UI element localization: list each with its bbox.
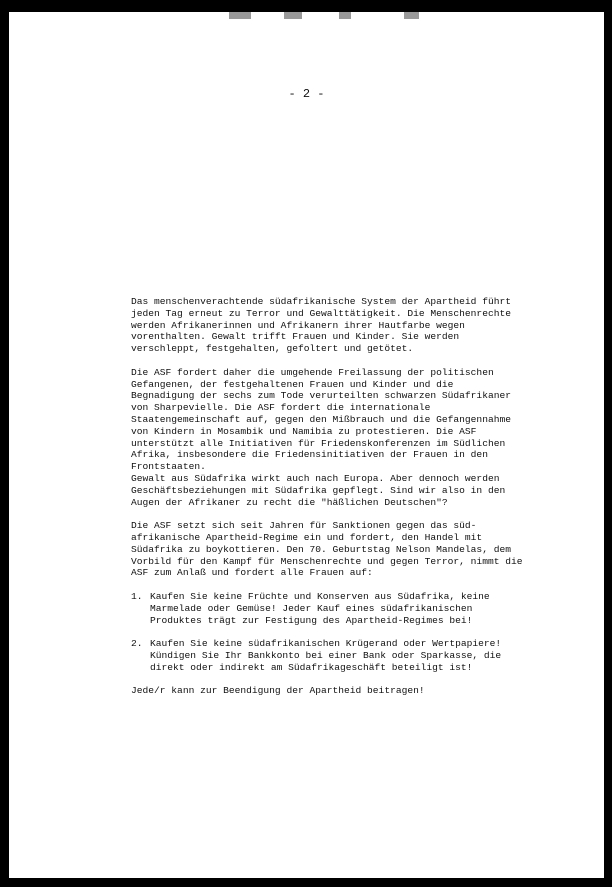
scan-artifact — [404, 12, 419, 19]
text-line: vorenthalten. Gewalt trifft Frauen und Kinder. Sie werden — [131, 331, 460, 343]
text-line: von Sharpevielle. Die ASF fordert die internationale — [131, 402, 431, 414]
paragraph — [131, 367, 531, 509]
text-line: Geschäftsbeziehungen mit Südafrika gepflegt. Sind wir also in den — [131, 484, 506, 496]
text-line: Staatengemeinschaft auf, gegen den Mißbrauch und die Gefangennahme — [131, 413, 511, 425]
text-line: direkt oder indirekt am Südafrikageschäft beteiligt ist! — [150, 661, 473, 673]
text-line: Marmelade oder Gemüse! Jeder Kauf eines südafrikanischen — [150, 602, 473, 614]
demands-list — [131, 591, 531, 674]
text-line: Kaufen Sie keine südafrikanischen Krügerand oder Wertpapiere! — [150, 638, 502, 650]
text-line: unterstützt alle Initiativen für Friedenskonferenzen im Südlichen — [131, 437, 506, 449]
list-item — [131, 591, 531, 626]
text-line: Südafrika zu boykottieren. Den 70. Geburtstag Nelson Mandelas, dem — [131, 543, 511, 555]
text-line: afrikanische Apartheid-Regime ein und fordert, den Handel mit — [131, 531, 483, 543]
text-line: Produktes trägt zur Festigung des Apartheid-Regimes bei! — [150, 614, 473, 626]
paragraph — [131, 296, 531, 355]
list-marker: 2. — [131, 638, 143, 650]
text-line: Kündigen Sie Ihr Bankkonto bei einer Bank oder Sparkasse, die — [150, 649, 502, 661]
text-line: Afrika, insbesondere die Friedensinitiativen der Frauen in den — [131, 449, 488, 461]
text-line: Kaufen Sie keine Früchte und Konserven aus Südafrika, keine — [150, 590, 490, 602]
list-item-text — [150, 591, 531, 626]
scan-artifact — [284, 12, 302, 19]
text-line: Frontstaaten. — [131, 461, 206, 473]
document-page — [9, 12, 604, 878]
text-line: Vorbild für den Kampf für Menschenrechte und gegen Terror, nimmt die — [131, 555, 523, 567]
text-line: ASF zum Anlaß und fordert alle Frauen auf: — [131, 567, 373, 579]
text-line: Augen der Afrikaner zu recht die "häßlichen Deutschen"? — [131, 496, 448, 508]
text-line: Jede/r kann zur Beendigung der Apartheid beitragen! — [131, 685, 425, 697]
scan-artifact — [229, 12, 251, 19]
letter-body — [131, 296, 531, 709]
text-line: Gefangenen, der festgehaltenen Frauen und Kinder und die — [131, 378, 454, 390]
text-line: werden Afrikanerinnen und Afrikanern ihrer Hautfarbe wegen — [131, 319, 465, 331]
text-line: Gewalt aus Südafrika wirkt auch nach Europa. Aber dennoch werden — [131, 472, 500, 484]
text-line: verschleppt, festgehalten, gefoltert und getötet. — [131, 343, 414, 355]
text-line: Die ASF setzt sich seit Jahren für Sanktionen gegen das süd- — [131, 520, 477, 532]
scan-artifact — [339, 12, 351, 19]
closing-line — [131, 685, 531, 697]
paragraph — [131, 520, 531, 579]
text-line: Die ASF fordert daher die umgehende Freilassung der politischen — [131, 366, 494, 378]
list-item — [131, 638, 531, 673]
text-line: Das menschenverachtende südafrikanische System der Apartheid führt — [131, 296, 511, 307]
list-item-text — [150, 638, 531, 673]
text-line: von Kindern in Mosambik und Namibia zu protestieren. Die ASF — [131, 425, 477, 437]
text-line: jeden Tag erneut zu Terror und Gewalttätigkeit. Die Menschenrechte — [131, 307, 511, 319]
page-number: - 2 - — [288, 87, 325, 101]
list-marker: 1. — [131, 590, 143, 602]
text-line: Begnadigung der sechs zum Tode verurteilten schwarzen Südafrikaner — [131, 390, 511, 402]
